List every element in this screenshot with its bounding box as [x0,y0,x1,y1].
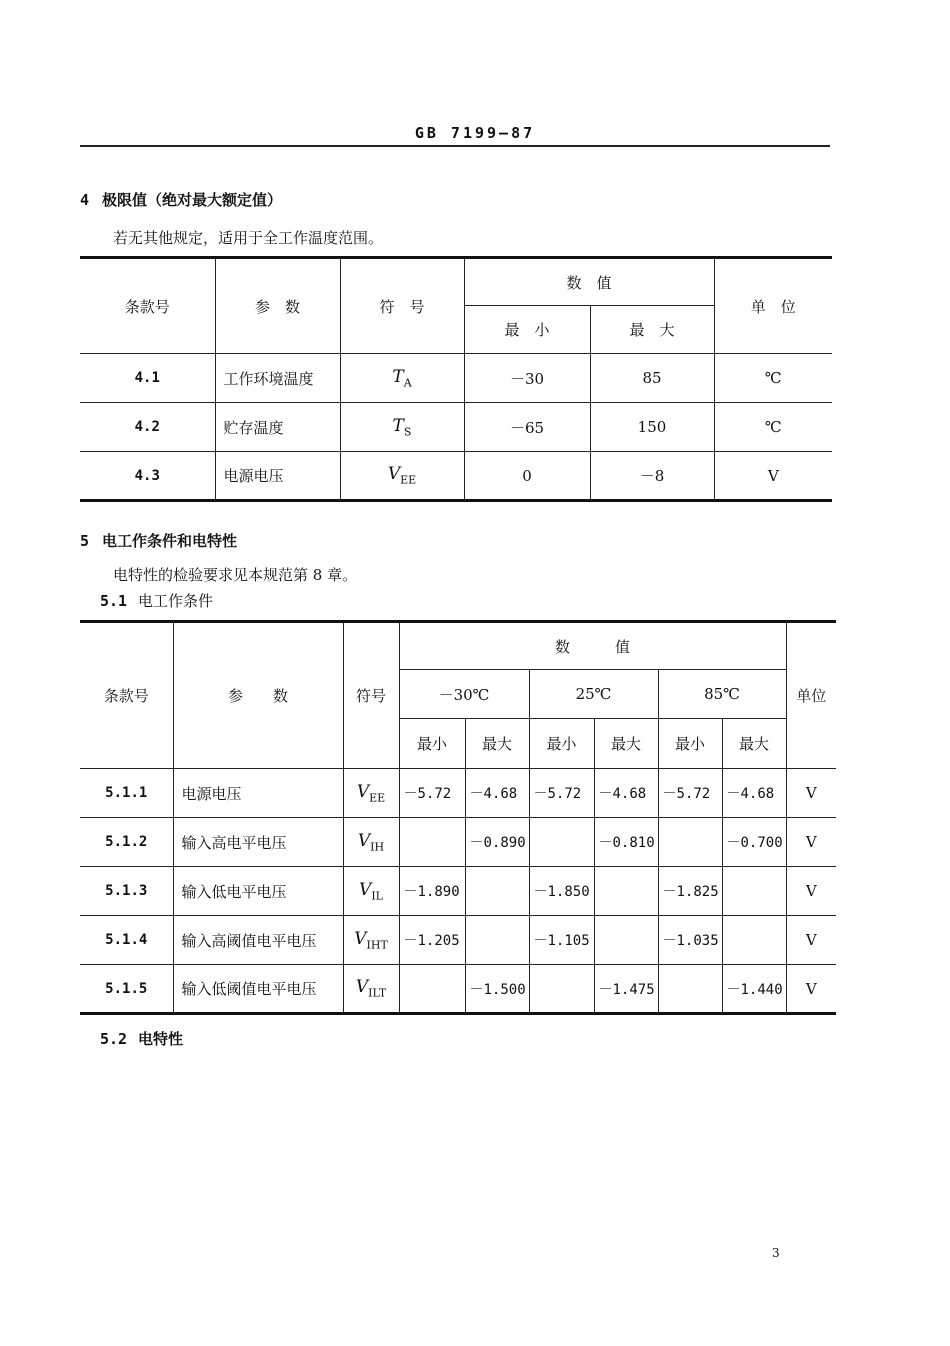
symbol-main: V [354,928,367,949]
value-cell: －1.440 [722,965,786,1014]
value-cell [399,818,465,867]
unit-cell: V [786,867,836,916]
param-cell: 输入低阈值电平电压 [173,965,343,1014]
header-symbol: 符号 [343,622,399,769]
unit-cell: V [786,916,836,965]
unit-cell: V [786,965,836,1014]
symbol-cell [343,769,399,818]
value-cell: －1.825 [658,867,722,916]
subsection-5-2-heading [100,1028,183,1049]
clause-cell: 4.1 [80,354,215,403]
symbol-cell [343,965,399,1014]
value-cell [529,965,594,1014]
value-cell: －1.890 [399,867,465,916]
header-clause: 条款号 [80,622,173,769]
header-rule [80,145,830,147]
header-unit: 单 位 [714,258,832,354]
symbol-sub: IHT [366,938,388,952]
header-temp-25: 25℃ [529,670,658,719]
header-max: 最 大 [590,306,714,354]
header-max: 最大 [722,719,786,769]
unit-cell: V [786,769,836,818]
max-cell: －8 [590,452,714,501]
symbol-sub: IL [371,889,383,903]
min-cell: 0 [464,452,590,501]
symbol-cell [340,452,464,501]
clause-cell: 5.1.4 [80,916,173,965]
clause-cell: 5.1.3 [80,867,173,916]
param-cell: 输入高电平电压 [173,818,343,867]
clause-cell: 5.1.5 [80,965,173,1014]
unit-cell: V [714,452,832,501]
table-row [80,867,836,916]
symbol-cell [340,354,464,403]
symbol-main: V [387,464,401,485]
value-cell: －0.700 [722,818,786,867]
value-cell [594,916,658,965]
header-symbol: 符 号 [340,258,464,354]
param-cell: 工作环境温度 [215,354,340,403]
header-value: 数 值 [399,622,786,670]
subsection-5-1-heading [100,590,213,611]
section5-number: 5 [80,532,90,550]
param-cell: 输入低电平电压 [173,867,343,916]
header-temp-minus30: －30℃ [399,670,529,719]
symbol-cell [343,818,399,867]
value-cell: －4.68 [465,769,529,818]
header-min: 最小 [529,719,594,769]
value-cell: －4.68 [722,769,786,818]
clause-cell: 4.3 [80,452,215,501]
symbol-sub: ILT [368,986,387,1000]
symbol-cell [343,916,399,965]
value-cell: －1.035 [658,916,722,965]
clause-cell: 5.1.2 [80,818,173,867]
value-cell: －5.72 [529,769,594,818]
unit-cell: V [786,818,836,867]
value-cell: －0.810 [594,818,658,867]
symbol-cell [340,403,464,452]
subsection-5-2-number: 5.2 [100,1030,128,1048]
max-cell: 150 [590,403,714,452]
value-cell: －1.205 [399,916,465,965]
symbol-sub: A [403,376,412,390]
header-temp-85: 85℃ [658,670,786,719]
value-cell [658,818,722,867]
page-number: 3 [772,1246,780,1260]
clause-cell: 4.2 [80,403,215,452]
value-cell: －1.475 [594,965,658,1014]
subsection-5-1-number: 5.1 [100,592,128,610]
table-row [80,452,832,501]
operating-conditions-table [80,620,836,1015]
min-cell: －30 [464,354,590,403]
value-cell: －5.72 [658,769,722,818]
header-value: 数 值 [464,258,714,306]
table-row [80,769,836,818]
table-row [80,354,832,403]
value-cell: －5.72 [399,769,465,818]
symbol-sub: EE [400,473,417,487]
standard-header: GB 7199—87 [414,124,536,142]
section4-title: 极限值（绝对最大额定值） [102,191,283,209]
section4-intro: 若无其他规定，适用于全工作温度范围。 [113,229,384,247]
value-cell: －1.500 [465,965,529,1014]
table-row [80,965,836,1014]
symbol-sub: IH [370,840,385,854]
header-max: 最大 [594,719,658,769]
table-row [80,818,836,867]
header-param: 参 数 [215,258,340,354]
header-max: 最大 [465,719,529,769]
section5-title: 电工作条件和电特性 [102,532,238,550]
symbol-main: V [355,977,369,998]
section5-intro: 电特性的检验要求见本规范第 8 章。 [113,566,358,584]
value-cell [465,916,529,965]
unit-cell: ℃ [714,354,832,403]
symbol-main: V [356,781,370,802]
section5-heading [80,530,237,551]
symbol-main: V [359,879,372,900]
value-cell: －1.850 [529,867,594,916]
clause-cell: 5.1.1 [80,769,173,818]
unit-cell: ℃ [714,403,832,452]
value-cell [594,867,658,916]
value-cell [399,965,465,1014]
value-cell [722,867,786,916]
max-cell: 85 [590,354,714,403]
min-cell: －65 [464,403,590,452]
table-row [80,403,832,452]
header-min: 最小 [658,719,722,769]
symbol-sub: S [403,425,412,439]
param-cell: 电源电压 [173,769,343,818]
symbol-cell [343,867,399,916]
section4-heading [80,189,282,210]
value-cell: －1.105 [529,916,594,965]
symbol-main: T [392,415,404,436]
param-cell: 电源电压 [215,452,340,501]
table-row [80,916,836,965]
header-unit: 单位 [786,622,836,769]
value-cell [529,818,594,867]
header-param: 参 数 [173,622,343,769]
value-cell: －0.890 [465,818,529,867]
header-clause: 条款号 [80,258,215,354]
header-min: 最小 [399,719,465,769]
subsection-5-2-title: 电特性 [138,1030,184,1048]
value-cell [722,916,786,965]
value-cell [658,965,722,1014]
header-min: 最 小 [464,306,590,354]
symbol-main: V [357,830,371,851]
param-cell: 输入高阈值电平电压 [173,916,343,965]
section4-number: 4 [80,191,90,209]
symbol-main: T [392,366,404,387]
subsection-5-1-title: 电工作条件 [138,592,214,610]
param-cell: 贮存温度 [215,403,340,452]
value-cell [465,867,529,916]
symbol-sub: EE [369,791,386,805]
limits-table [80,256,832,502]
value-cell: －4.68 [594,769,658,818]
